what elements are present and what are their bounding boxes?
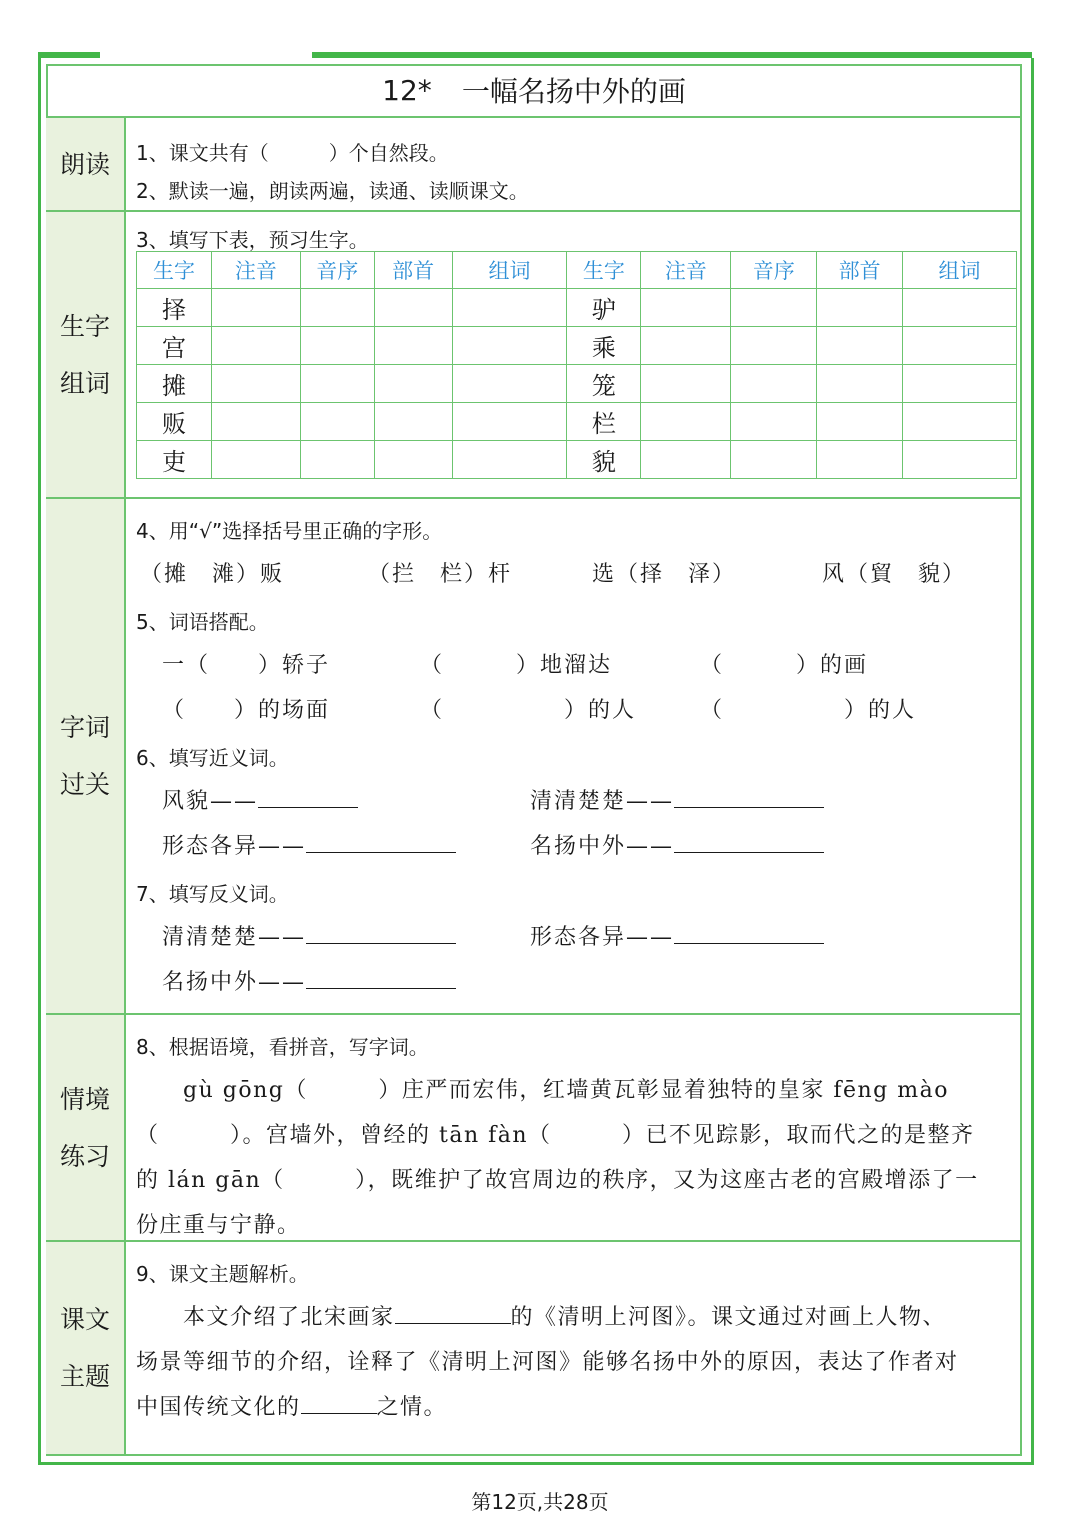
section-label-text: 情境 <box>59 1084 110 1114</box>
answer-cell[interactable] <box>731 441 817 479</box>
q5-item: 一（ ）轿子 <box>162 653 331 678</box>
answer-cell[interactable] <box>817 403 903 441</box>
table-header: 组词 <box>903 252 1017 289</box>
q8-line: 份庄重与宁静。 <box>136 1213 301 1238</box>
answer-cell[interactable] <box>903 403 1017 441</box>
answer-cell[interactable] <box>452 289 567 327</box>
section-label-text: 组词 <box>59 368 110 398</box>
answer-cell[interactable] <box>903 327 1017 365</box>
q4-item: 风（貿 貌） <box>822 562 967 587</box>
answer-cell[interactable] <box>452 403 567 441</box>
q6-word: 名扬中外—— <box>530 834 675 859</box>
answer-cell[interactable] <box>300 441 374 479</box>
lesson-title: 一幅名扬中外的画 <box>461 75 686 108</box>
table-char-cell: 驴 <box>567 289 641 327</box>
answer-blank[interactable] <box>258 785 358 808</box>
answer-cell[interactable] <box>817 441 903 479</box>
section-divider <box>46 1240 1022 1242</box>
q6-word: 清清楚楚—— <box>530 789 675 814</box>
question-4: 4、用“√”选择括号里正确的字形。 <box>136 519 443 543</box>
page-number: 第12页,共28页 <box>471 1490 609 1514</box>
table-char-cell: 笼 <box>567 365 641 403</box>
q6-item <box>530 784 824 815</box>
answer-cell[interactable] <box>211 327 300 365</box>
q4-item: （拦 栏）杆 <box>368 562 513 587</box>
q7-word: 清清楚楚—— <box>162 925 307 950</box>
answer-cell[interactable] <box>641 365 731 403</box>
section-label-chars <box>46 211 126 498</box>
answer-cell[interactable] <box>374 289 452 327</box>
answer-cell[interactable] <box>211 441 300 479</box>
table-header: 生字 <box>567 252 641 289</box>
answer-cell[interactable] <box>211 289 300 327</box>
table-header: 注音 <box>211 252 300 289</box>
q6-item <box>162 829 456 860</box>
q5-item: （ ）的场面 <box>162 698 331 723</box>
table-row <box>137 403 1017 441</box>
q6-item <box>162 784 358 815</box>
answer-cell[interactable] <box>452 327 567 365</box>
q7-item <box>162 920 456 951</box>
q9-text: 中国传统文化的 <box>136 1395 301 1420</box>
q5-item: （ ）的人 <box>700 698 917 723</box>
answer-cell[interactable] <box>374 441 452 479</box>
answer-cell[interactable] <box>211 365 300 403</box>
answer-cell[interactable] <box>374 403 452 441</box>
question-1: 1、课文共有（ ）个自然段。 <box>136 141 449 165</box>
character-table <box>136 251 1017 479</box>
question-7: 7、填写反义词。 <box>136 882 289 906</box>
answer-blank[interactable] <box>306 921 456 944</box>
table-char-cell: 贩 <box>137 403 212 441</box>
answer-cell[interactable] <box>641 327 731 365</box>
q6-item <box>530 829 824 860</box>
q9-text: 之情。 <box>376 1395 448 1420</box>
answer-cell[interactable] <box>731 365 817 403</box>
table-char-cell: 摊 <box>137 365 212 403</box>
q4-item: （摊 滩）贩 <box>140 562 285 587</box>
table-header: 组词 <box>452 252 567 289</box>
q6-word: 形态各异—— <box>162 834 307 859</box>
answer-blank[interactable] <box>674 921 824 944</box>
table-char-cell: 貌 <box>567 441 641 479</box>
table-row <box>137 327 1017 365</box>
q6-word: 风貌—— <box>162 789 259 814</box>
answer-cell[interactable] <box>211 403 300 441</box>
table-header: 生字 <box>137 252 212 289</box>
table-row <box>137 365 1017 403</box>
section-label-text: 课文 <box>59 1304 110 1334</box>
section-label-text: 字词 <box>59 713 110 742</box>
q8-line: gù gōng（ ）庄严而宏伟，红墙黄瓦彰显着独特的皇家 fēng mào <box>136 1078 949 1103</box>
question-6: 6、填写近义词。 <box>136 746 289 770</box>
table-header: 音序 <box>300 252 374 289</box>
section-label-text: 生字 <box>59 311 110 341</box>
answer-cell[interactable] <box>452 365 567 403</box>
table-header: 音序 <box>731 252 817 289</box>
answer-blank[interactable] <box>306 830 456 853</box>
answer-blank[interactable] <box>395 1301 511 1324</box>
answer-blank[interactable] <box>306 966 456 989</box>
q5-item: （ ）的画 <box>700 653 869 678</box>
question-5: 5、词语搭配。 <box>136 610 269 634</box>
answer-cell[interactable] <box>731 327 817 365</box>
q7-word: 名扬中外—— <box>162 970 307 995</box>
section-label-text: 主题 <box>59 1361 110 1391</box>
answer-cell[interactable] <box>300 365 374 403</box>
answer-cell[interactable] <box>817 289 903 327</box>
q9-line <box>136 1300 946 1331</box>
question-2: 2、默读一遍，朗读两遍，读通、读顺课文。 <box>136 179 529 203</box>
table-header-row <box>137 252 1017 289</box>
q7-item <box>530 920 824 951</box>
question-8: 8、根据语境，看拼音，写字词。 <box>136 1035 429 1059</box>
answer-blank[interactable] <box>674 785 824 808</box>
section-label-text: 朗读 <box>59 150 110 179</box>
answer-cell[interactable] <box>374 327 452 365</box>
q7-word: 形态各异—— <box>530 925 675 950</box>
table-header: 注音 <box>641 252 731 289</box>
q9-text: 本文介绍了北宋画家 <box>136 1305 395 1330</box>
answer-cell[interactable] <box>641 441 731 479</box>
table-char-cell: 吏 <box>137 441 212 479</box>
section-label-theme <box>46 1241 126 1454</box>
answer-cell[interactable] <box>817 365 903 403</box>
answer-cell[interactable] <box>817 327 903 365</box>
section-label-text: 过关 <box>59 770 110 799</box>
answer-cell[interactable] <box>300 327 374 365</box>
q4-item: 选（择 泽） <box>592 562 737 587</box>
answer-cell[interactable] <box>374 365 452 403</box>
section-divider <box>46 210 1022 212</box>
table-char-cell: 宫 <box>137 327 212 365</box>
q9-line: 场景等细节的介绍，诠释了《清明上河图》能够名扬中外的原因，表达了作者对 <box>136 1350 959 1375</box>
q5-item: （ ）地溜达 <box>420 653 613 678</box>
answer-cell[interactable] <box>641 403 731 441</box>
answer-blank[interactable] <box>674 830 824 853</box>
q8-line: 的 lán gān（ ），既维护了故宫周边的秩序，又为这座古老的宫殿增添了一 <box>136 1168 979 1193</box>
answer-cell[interactable] <box>300 289 374 327</box>
section-divider <box>46 1013 1022 1015</box>
q7-item <box>162 965 456 996</box>
question-3: 3、填写下表，预习生字。 <box>136 228 369 252</box>
section-label-context <box>46 1014 126 1241</box>
table-char-cell: 择 <box>137 289 212 327</box>
answer-cell[interactable] <box>300 403 374 441</box>
answer-cell[interactable] <box>903 289 1017 327</box>
section-divider <box>46 497 1022 499</box>
answer-cell[interactable] <box>452 441 567 479</box>
section-label-words <box>46 498 126 1014</box>
q9-text: 的《清明上河图》。课文通过对画上人物、 <box>510 1305 947 1330</box>
q8-line: （ ）。宫墙外，曾经的 tān fàn（ ）已不见踪影，取而代之的是整齐 <box>136 1123 975 1148</box>
table-char-cell: 乘 <box>567 327 641 365</box>
table-header: 部首 <box>374 252 452 289</box>
answer-cell[interactable] <box>731 289 817 327</box>
answer-blank[interactable] <box>301 1391 377 1414</box>
lesson-number: 12* <box>382 73 432 107</box>
answer-cell[interactable] <box>903 441 1017 479</box>
q5-item: （ ）的人 <box>420 698 637 723</box>
table-row <box>137 289 1017 327</box>
table-row <box>137 441 1017 479</box>
q9-line <box>136 1390 447 1421</box>
section-label-text: 练习 <box>59 1141 110 1171</box>
answer-cell[interactable] <box>731 403 817 441</box>
section-label-reading <box>46 118 126 211</box>
table-header: 部首 <box>817 252 903 289</box>
question-9: 9、课文主题解析。 <box>136 1262 309 1286</box>
answer-cell[interactable] <box>903 365 1017 403</box>
page-title <box>46 64 1022 118</box>
answer-cell[interactable] <box>641 289 731 327</box>
table-char-cell: 栏 <box>567 403 641 441</box>
